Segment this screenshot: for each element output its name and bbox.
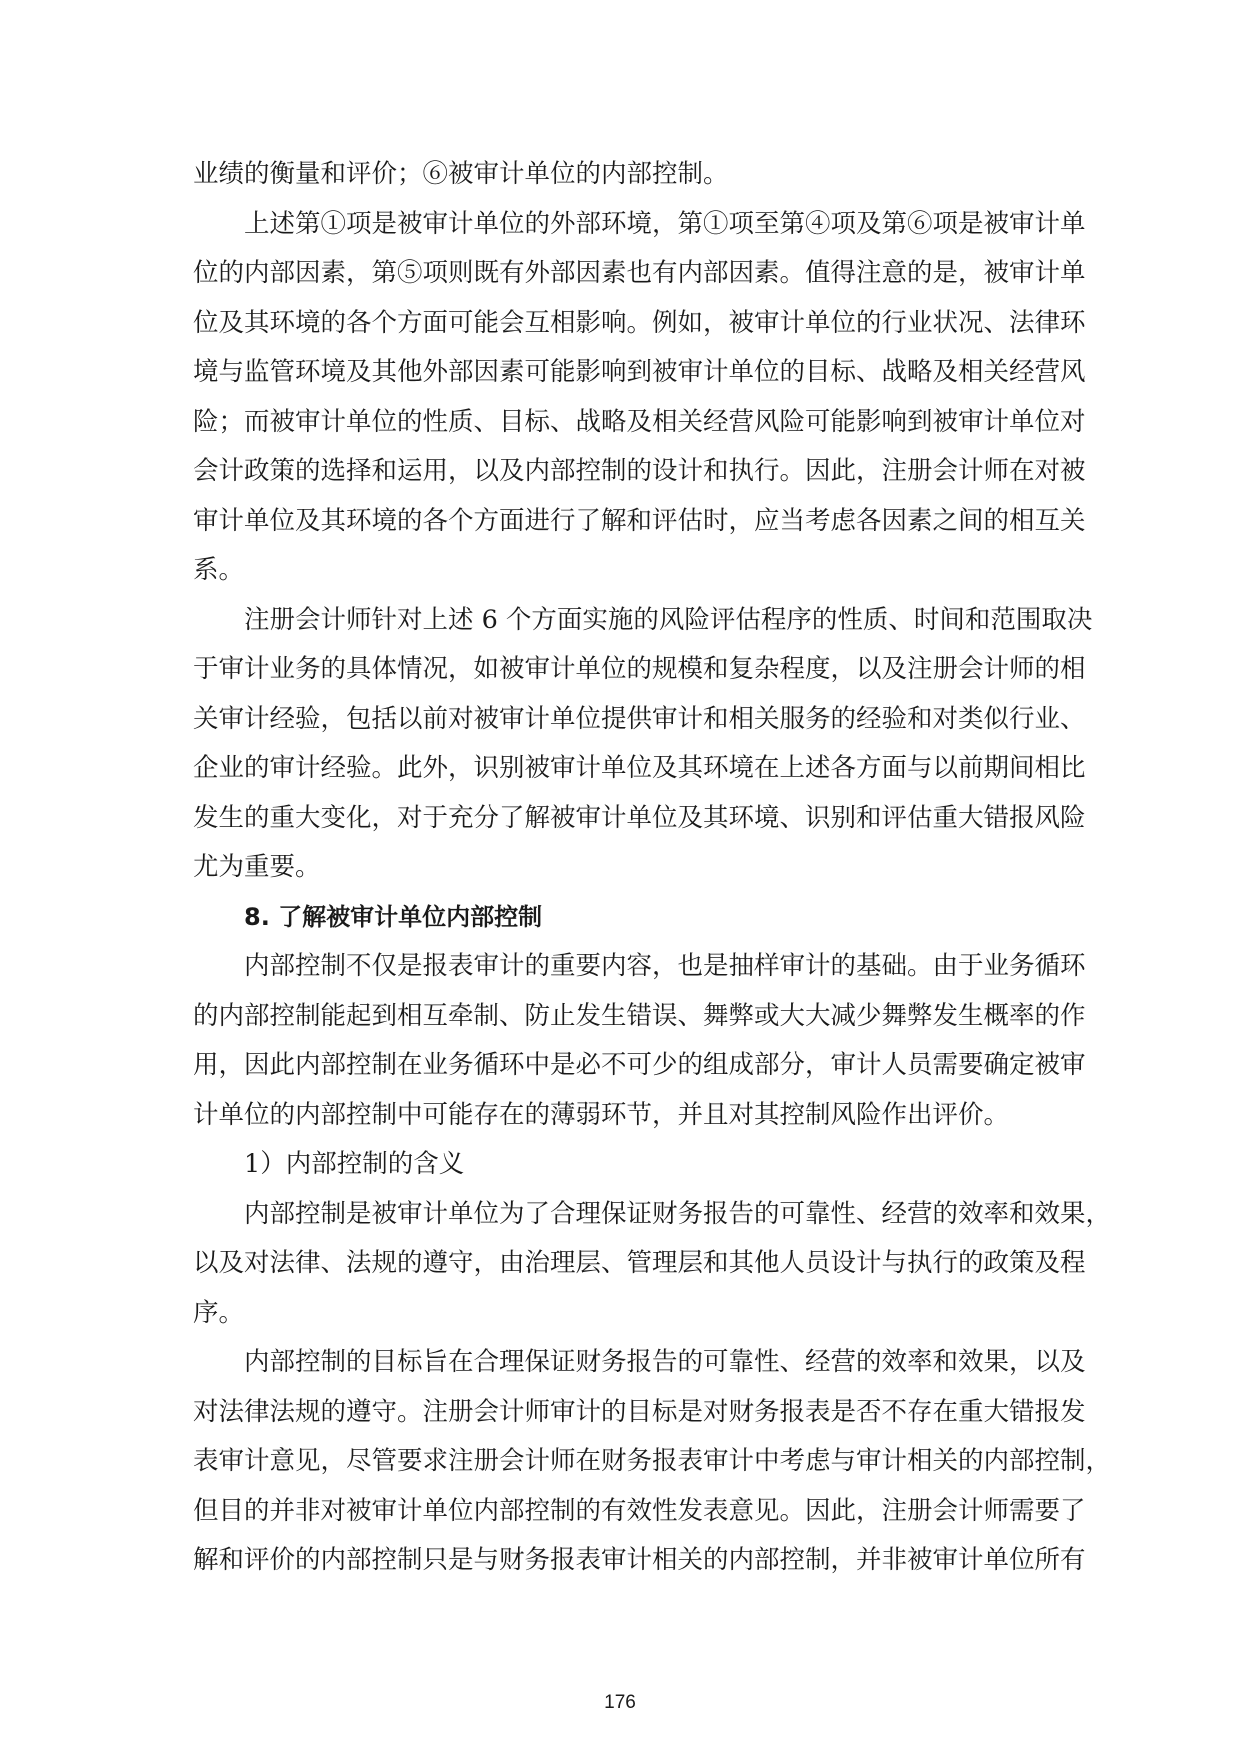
paragraph-line: 位及其环境的各个方面可能会互相影响。例如，被审计单位的行业状况、法律环 xyxy=(193,307,1086,338)
page-number: 176 xyxy=(604,1692,636,1713)
paragraph-line: 上述第①项是被审计单位的外部环境，第①项至第④项及第⑥项是被审计单 xyxy=(244,208,1086,239)
paragraph-line: 序。 xyxy=(193,1297,245,1328)
paragraph-line: 关审计经验，包括以前对被审计单位提供审计和相关服务的经验和对类似行业、 xyxy=(193,703,1086,734)
paragraph-line: 内部控制的目标旨在合理保证财务报告的可靠性、经营的效率和效果，以及 xyxy=(244,1347,1086,1377)
paragraph-line: 境与监管环境及其他外部因素可能影响到被审计单位的目标、战略及相关经营风 xyxy=(193,357,1086,387)
paragraph-line: 位的内部因素，第⑤项则既有外部因素也有内部因素。值得注意的是，被审计单 xyxy=(193,258,1086,288)
paragraph-line: 企业的审计经验。此外，识别被审计单位及其环境在上述各方面与以前期间相比 xyxy=(193,753,1086,783)
paragraph-line: 但目的并非对被审计单位内部控制的有效性发表意见。因此，注册会计师需要了 xyxy=(193,1495,1086,1526)
page-body xyxy=(193,150,1112,1586)
paragraph-line: 业绩的衡量和评价；⑥被审计单位的内部控制。 xyxy=(193,159,729,189)
paragraph-line: 用，因此内部控制在业务循环中是必不可少的组成部分，审计人员需要确定被审 xyxy=(193,1050,1086,1080)
paragraph-line: 1）内部控制的含义 xyxy=(244,1149,465,1179)
paragraph-line: 发生的重大变化，对于充分了解被审计单位及其环境、识别和评估重大错报风险 xyxy=(193,802,1086,833)
section-heading: 8. 了解被审计单位内部控制 xyxy=(244,902,543,931)
paragraph-line: 对法律法规的遵守。注册会计师审计的目标是对财务报表是否不存在重大错报发 xyxy=(193,1396,1086,1427)
paragraph-line: 会计政策的选择和运用，以及内部控制的设计和执行。因此，注册会计师在对被 xyxy=(193,456,1086,486)
paragraph-line: 系。 xyxy=(193,555,245,585)
paragraph-line: 审计单位及其环境的各个方面进行了解和评估时，应当考虑各因素之间的相互关 xyxy=(193,505,1086,536)
paragraph-line: 解和评价的内部控制只是与财务报表审计相关的内部控制，并非被审计单位所有 xyxy=(193,1545,1086,1575)
paragraph-line: 计单位的内部控制中可能存在的薄弱环节，并且对其控制风险作出评价。 xyxy=(193,1099,1010,1130)
paragraph-line: 注册会计师针对上述 6 个方面实施的风险评估程序的性质、时间和范围取决 xyxy=(244,604,1093,635)
paragraph-line: 表审计意见，尽管要求注册会计师在财务报表审计中考虑与审计相关的内部控制， xyxy=(193,1446,1112,1476)
paragraph-line: 险；而被审计单位的性质、目标、战略及相关经营风险可能影响到被审计单位对 xyxy=(193,406,1086,437)
paragraph-line: 尤为重要。 xyxy=(193,852,321,882)
paragraph-line: 内部控制不仅是报表审计的重要内容，也是抽样审计的基础。由于业务循环 xyxy=(244,951,1086,981)
paragraph-line: 的内部控制能起到相互牵制、防止发生错误、舞弊或大大减少舞弊发生概率的作 xyxy=(193,1000,1086,1031)
paragraph-line: 以及对法律、法规的遵守，由治理层、管理层和其他人员设计与执行的政策及程 xyxy=(193,1248,1086,1278)
paragraph-line: 内部控制是被审计单位为了合理保证财务报告的可靠性、经营的效率和效果， xyxy=(244,1198,1112,1229)
paragraph-line: 于审计业务的具体情况，如被审计单位的规模和复杂程度，以及注册会计师的相 xyxy=(193,654,1086,684)
